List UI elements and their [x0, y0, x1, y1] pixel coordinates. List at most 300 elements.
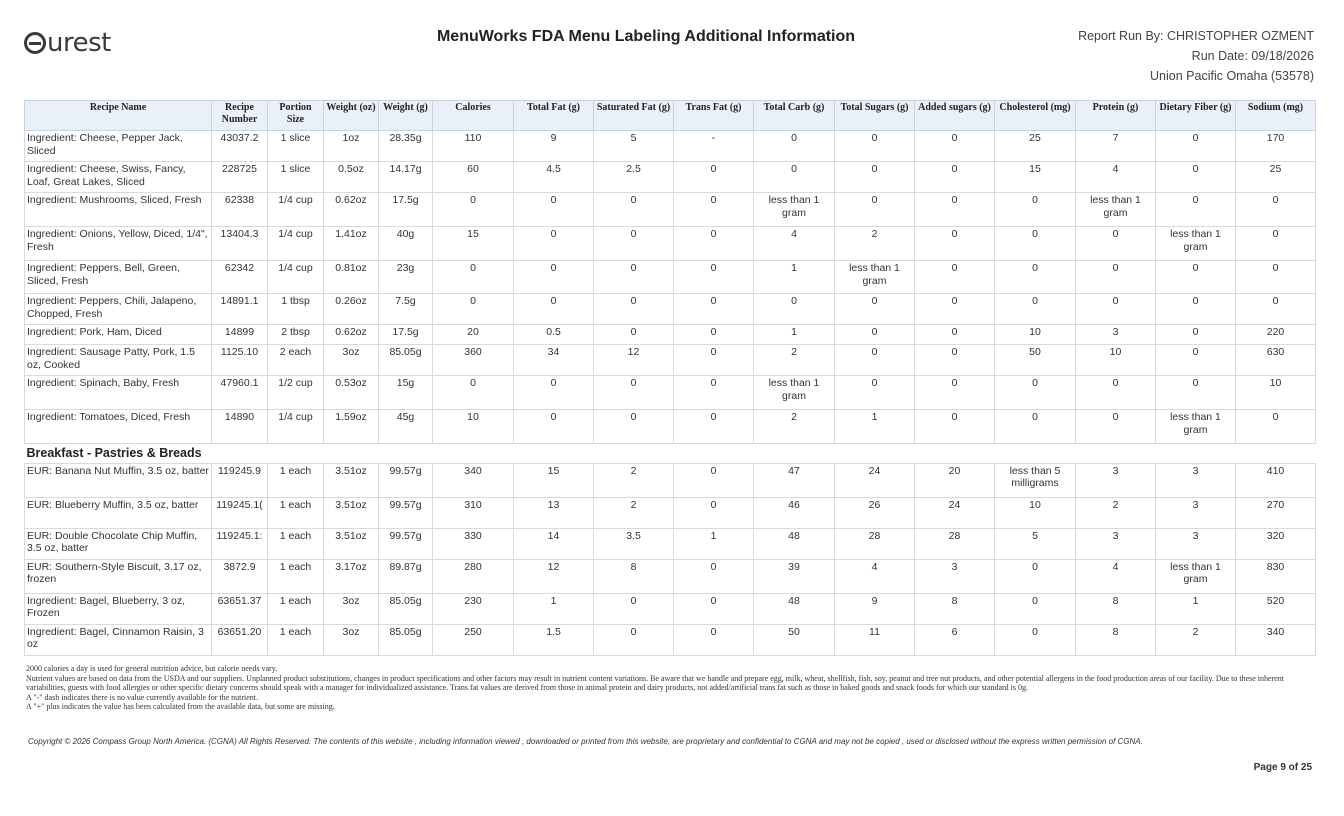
table-row	[25, 325, 1316, 345]
table-cell: 0	[514, 376, 594, 410]
table-cell: less than 1 gram	[1156, 227, 1236, 261]
table-cell: 110	[433, 131, 514, 162]
column-header: Added sugars (g)	[915, 101, 995, 131]
table-cell: 2 tbsp	[268, 325, 324, 345]
run-date: Run Date: 09/18/2026	[1191, 49, 1314, 63]
table-cell: 1.41oz	[324, 227, 379, 261]
table-cell: 228725	[212, 162, 268, 193]
table-cell: 60	[433, 162, 514, 193]
table-cell: 24	[915, 497, 995, 528]
table-cell: 280	[433, 559, 514, 593]
table-row	[25, 593, 1316, 624]
table-cell: 0	[1156, 294, 1236, 325]
table-row	[25, 261, 1316, 294]
table-cell: 23g	[379, 261, 433, 294]
table-cell: 0.26oz	[324, 294, 379, 325]
table-cell: 0	[754, 162, 835, 193]
table-cell: 50	[754, 624, 835, 655]
table-cell: 1 each	[268, 624, 324, 655]
table-cell: 0	[594, 410, 674, 444]
table-cell: 99.57g	[379, 528, 433, 559]
table-cell: 15	[433, 227, 514, 261]
table-cell: 8	[915, 593, 995, 624]
eurest-logo: urest	[24, 28, 111, 58]
table-cell: 28	[915, 528, 995, 559]
table-cell: 1/4 cup	[268, 261, 324, 294]
table-cell: 4	[1076, 162, 1156, 193]
recipe-name-cell: Ingredient: Cheese, Pepper Jack, Sliced	[25, 131, 212, 162]
table-cell: 0	[674, 162, 754, 193]
section-row	[25, 444, 1316, 464]
table-cell: 0	[835, 162, 915, 193]
recipe-name-cell: EUR: Southern-Style Biscuit, 3.17 oz, frozen	[25, 559, 212, 593]
column-header: Saturated Fat (g)	[594, 101, 674, 131]
table-cell: 0	[674, 497, 754, 528]
table-cell: 15g	[379, 376, 433, 410]
column-header: Protein (g)	[1076, 101, 1156, 131]
table-cell: 1 each	[268, 497, 324, 528]
table-cell: 3oz	[324, 345, 379, 376]
table-cell: 1	[1156, 593, 1236, 624]
table-cell: 0	[674, 294, 754, 325]
table-cell: 0	[754, 131, 835, 162]
recipe-name-cell: Ingredient: Onions, Yellow, Diced, 1/4", Fresh	[25, 227, 212, 261]
table-cell: 2.5	[594, 162, 674, 193]
table-cell: 1	[754, 325, 835, 345]
recipe-name-cell: EUR: Blueberry Muffin, 3.5 oz, batter	[25, 497, 212, 528]
table-cell: 410	[1236, 463, 1316, 497]
table-cell: 9	[835, 593, 915, 624]
table-cell: 0	[995, 624, 1076, 655]
table-cell: 0	[674, 261, 754, 294]
table-cell: 1	[754, 261, 835, 294]
table-cell: 1	[674, 528, 754, 559]
table-cell: 0.62oz	[324, 193, 379, 227]
table-row	[25, 227, 1316, 261]
table-cell: 0	[433, 193, 514, 227]
footnotes	[26, 664, 1306, 712]
table-cell: 28	[835, 528, 915, 559]
table-row	[25, 624, 1316, 655]
column-header: Total Carb (g)	[754, 101, 835, 131]
table-cell: 0	[433, 376, 514, 410]
table-cell: 0	[1076, 227, 1156, 261]
table-cell: 1 slice	[268, 131, 324, 162]
table-cell: 63651.37	[212, 593, 268, 624]
table-cell: 0	[674, 193, 754, 227]
table-cell: 85.05g	[379, 345, 433, 376]
recipe-name-cell: Ingredient: Bagel, Blueberry, 3 oz, Frozen	[25, 593, 212, 624]
table-row	[25, 345, 1316, 376]
column-header: Recipe Name	[25, 101, 212, 131]
table-cell: 14.17g	[379, 162, 433, 193]
table-cell: 48	[754, 528, 835, 559]
table-cell: 20	[915, 463, 995, 497]
table-cell: 0	[433, 294, 514, 325]
table-cell: 12	[514, 559, 594, 593]
recipe-name-cell: Ingredient: Cheese, Swiss, Fancy, Loaf, Great Lakes, Sliced	[25, 162, 212, 193]
table-cell: 0	[835, 131, 915, 162]
table-cell: 8	[1076, 624, 1156, 655]
table-cell: 40g	[379, 227, 433, 261]
recipe-name-cell: EUR: Double Chocolate Chip Muffin, 3.5 oz, batter	[25, 528, 212, 559]
column-header: Portion Size	[268, 101, 324, 131]
table-cell: 0	[915, 294, 995, 325]
table-cell: 0	[915, 410, 995, 444]
location: Union Pacific Omaha (53578)	[1150, 69, 1314, 83]
table-cell: 13	[514, 497, 594, 528]
table-cell: 34	[514, 345, 594, 376]
table-cell: 320	[1236, 528, 1316, 559]
table-cell: 0	[1156, 261, 1236, 294]
table-cell: 11	[835, 624, 915, 655]
table-cell: 0	[433, 261, 514, 294]
table-cell: 7.5g	[379, 294, 433, 325]
table-cell: 0.5oz	[324, 162, 379, 193]
table-cell: 0	[835, 345, 915, 376]
column-header: Dietary Fiber (g)	[1156, 101, 1236, 131]
table-cell: 3oz	[324, 593, 379, 624]
table-cell: 0	[514, 261, 594, 294]
table-cell: 1/4 cup	[268, 227, 324, 261]
table-cell: 0	[674, 325, 754, 345]
table-row	[25, 131, 1316, 162]
table-cell: 0	[995, 593, 1076, 624]
table-cell: 10	[433, 410, 514, 444]
table-cell: less than 1 gram	[1156, 410, 1236, 444]
table-cell: 7	[1076, 131, 1156, 162]
table-cell: 3872.9	[212, 559, 268, 593]
column-header: Calories	[433, 101, 514, 131]
table-cell: 0	[835, 193, 915, 227]
column-header: Sodium (mg)	[1236, 101, 1316, 131]
table-cell: 50	[995, 345, 1076, 376]
table-cell: 48	[754, 593, 835, 624]
table-cell: 1125.10	[212, 345, 268, 376]
table-cell: 0	[995, 261, 1076, 294]
table-cell: 0	[1236, 294, 1316, 325]
table-cell: 28.35g	[379, 131, 433, 162]
table-cell: 0	[594, 227, 674, 261]
table-cell: 2	[1076, 497, 1156, 528]
copyright: Copyright © 2026 Compass Group North America. (CGNA) All Rights Reserved. The contents of this website , including information viewed , downloaded or printed from this website, are proprietary and confidential to CGNA and may not be copied , used or disclosed without the express written permission of CGNA.	[28, 737, 1143, 746]
table-cell: 3.51oz	[324, 463, 379, 497]
table-cell: 8	[594, 559, 674, 593]
table-cell: 0	[915, 227, 995, 261]
table-row	[25, 528, 1316, 559]
table-cell: 99.57g	[379, 463, 433, 497]
recipe-name-cell: Ingredient: Mushrooms, Sliced, Fresh	[25, 193, 212, 227]
table-cell: 14899	[212, 325, 268, 345]
recipe-name-cell: Ingredient: Pork, Ham, Diced	[25, 325, 212, 345]
table-cell: 0	[915, 376, 995, 410]
table-cell: 5	[594, 131, 674, 162]
table-cell: 0	[594, 294, 674, 325]
column-header: Weight (g)	[379, 101, 433, 131]
table-cell: 0.5	[514, 325, 594, 345]
table-cell: 340	[433, 463, 514, 497]
table-cell: 330	[433, 528, 514, 559]
table-cell: 2	[594, 497, 674, 528]
table-cell: 14891.1	[212, 294, 268, 325]
recipe-name-cell: Ingredient: Bagel, Cinnamon Raisin, 3 oz	[25, 624, 212, 655]
table-row	[25, 294, 1316, 325]
table-cell: 3	[1156, 463, 1236, 497]
report-run-by: Report Run By: CHRISTOPHER OZMENT	[1078, 29, 1314, 43]
recipe-name-cell: Ingredient: Peppers, Chili, Jalapeno, Chopped, Fresh	[25, 294, 212, 325]
table-row	[25, 376, 1316, 410]
table-cell: 0	[514, 410, 594, 444]
report-title: MenuWorks FDA Menu Labeling Additional Information	[436, 28, 856, 45]
table-cell: 89.87g	[379, 559, 433, 593]
table-cell: 1 each	[268, 463, 324, 497]
column-header: Cholesterol (mg)	[995, 101, 1076, 131]
table-row	[25, 559, 1316, 593]
table-cell: 25	[1236, 162, 1316, 193]
table-cell: 20	[433, 325, 514, 345]
column-header: Total Sugars (g)	[835, 101, 915, 131]
table-cell: 0	[674, 227, 754, 261]
table-cell: 14890	[212, 410, 268, 444]
table-cell: 3.5	[594, 528, 674, 559]
table-cell: 0	[915, 131, 995, 162]
table-cell: less than 5 milligrams	[995, 463, 1076, 497]
table-cell: 270	[1236, 497, 1316, 528]
nutrition-table	[24, 100, 1316, 656]
table-cell: 1 each	[268, 593, 324, 624]
table-cell: 10	[1236, 376, 1316, 410]
table-cell: 1 each	[268, 528, 324, 559]
table-cell: 2	[835, 227, 915, 261]
table-cell: 0.81oz	[324, 261, 379, 294]
table-cell: 10	[995, 325, 1076, 345]
table-cell: -	[674, 131, 754, 162]
table-cell: 0	[1156, 131, 1236, 162]
table-cell: 15	[514, 463, 594, 497]
table-cell: 0	[835, 376, 915, 410]
table-cell: 43037.2	[212, 131, 268, 162]
table-cell: 3	[1156, 528, 1236, 559]
table-cell: 0	[674, 463, 754, 497]
recipe-name-cell: Ingredient: Spinach, Baby, Fresh	[25, 376, 212, 410]
recipe-name-cell: Ingredient: Sausage Patty, Pork, 1.5 oz, Cooked	[25, 345, 212, 376]
table-cell: 0	[674, 410, 754, 444]
table-cell: 17.5g	[379, 325, 433, 345]
table-cell: 85.05g	[379, 624, 433, 655]
table-cell: 47	[754, 463, 835, 497]
table-cell: 12	[594, 345, 674, 376]
column-header: Total Fat (g)	[514, 101, 594, 131]
table-cell: 3	[915, 559, 995, 593]
table-cell: 17.5g	[379, 193, 433, 227]
table-cell: 1oz	[324, 131, 379, 162]
table-cell: 3	[1076, 528, 1156, 559]
table-cell: 26	[835, 497, 915, 528]
table-cell: 63651.20	[212, 624, 268, 655]
footnote: A "-" dash indicates there is no value currently available for the nutrient.	[26, 692, 259, 702]
table-cell: 62342	[212, 261, 268, 294]
table-cell: 2	[754, 345, 835, 376]
table-cell: 1.5	[514, 624, 594, 655]
table-cell: 1	[835, 410, 915, 444]
table-cell: 0	[514, 294, 594, 325]
table-cell: 1/4 cup	[268, 410, 324, 444]
table-cell: 0	[674, 376, 754, 410]
recipe-name-cell: EUR: Banana Nut Muffin, 3.5 oz, batter	[25, 463, 212, 497]
table-cell: 0	[915, 193, 995, 227]
table-cell: 14	[514, 528, 594, 559]
table-cell: 0	[995, 559, 1076, 593]
table-cell: 0	[995, 294, 1076, 325]
table-cell: 2 each	[268, 345, 324, 376]
table-cell: 10	[1076, 345, 1156, 376]
table-cell: 0.62oz	[324, 325, 379, 345]
table-cell: 360	[433, 345, 514, 376]
run-info	[1078, 26, 1314, 86]
table-cell: 230	[433, 593, 514, 624]
table-cell: 0	[754, 294, 835, 325]
table-cell: 3.51oz	[324, 528, 379, 559]
table-cell: 310	[433, 497, 514, 528]
table-cell: 10	[995, 497, 1076, 528]
table-cell: 0	[594, 376, 674, 410]
table-cell: 0	[995, 410, 1076, 444]
table-cell: 119245.1:	[212, 528, 268, 559]
table-cell: 4	[754, 227, 835, 261]
table-cell: 0	[1156, 345, 1236, 376]
table-cell: 119245.9	[212, 463, 268, 497]
table-cell: less than 1 gram	[1156, 559, 1236, 593]
table-cell: 1/2 cup	[268, 376, 324, 410]
table-cell: 8	[1076, 593, 1156, 624]
table-cell: 45g	[379, 410, 433, 444]
table-cell: 0	[514, 193, 594, 227]
table-row	[25, 193, 1316, 227]
table-cell: 0	[1236, 410, 1316, 444]
table-cell: 9	[514, 131, 594, 162]
table-cell: 3	[1156, 497, 1236, 528]
table-cell: 1 each	[268, 559, 324, 593]
table-cell: 0	[674, 593, 754, 624]
table-cell: 4	[1076, 559, 1156, 593]
table-cell: 0	[915, 162, 995, 193]
section-title: Breakfast - Pastries & Breads	[25, 444, 1316, 464]
table-cell: 0	[1156, 325, 1236, 345]
table-cell: 0	[1156, 193, 1236, 227]
table-cell: 2	[754, 410, 835, 444]
table-cell: 630	[1236, 345, 1316, 376]
table-cell: 0	[1236, 227, 1316, 261]
table-cell: 0	[1076, 261, 1156, 294]
table-cell: 4.5	[514, 162, 594, 193]
table-cell: 0	[995, 376, 1076, 410]
table-row	[25, 463, 1316, 497]
table-cell: 6	[915, 624, 995, 655]
table-cell: 3oz	[324, 624, 379, 655]
table-cell: 0	[594, 261, 674, 294]
table-cell: 4	[835, 559, 915, 593]
table-row	[25, 497, 1316, 528]
table-cell: 1 slice	[268, 162, 324, 193]
table-cell: 24	[835, 463, 915, 497]
table-cell: 0	[1156, 162, 1236, 193]
table-cell: less than 1 gram	[1076, 193, 1156, 227]
table-cell: 0	[915, 261, 995, 294]
table-cell: 220	[1236, 325, 1316, 345]
table-cell: 1.59oz	[324, 410, 379, 444]
table-cell: 0	[1156, 376, 1236, 410]
table-cell: 520	[1236, 593, 1316, 624]
footnote: A "+" plus indicates the value has been calculated from the available data, but some are missing.	[26, 702, 335, 711]
table-cell: less than 1 gram	[835, 261, 915, 294]
table-cell: 250	[433, 624, 514, 655]
table-cell: 15	[995, 162, 1076, 193]
footnote: Nutrient values are based on data from the USDA and our suppliers. Unplanned product substitutions, changes in product specifications and other factors may result in nutrient content variations. Be aware that we handle and prepare egg, milk, wheat, shellfish, fish, soy, peanut and tree nut products, and other potential allergens in the food production areas of our facility. Due to these inherent variabilities, guests with food allergies or other specific dietary concerns should speak with a manager for individualized assistance. Trans fat values are derived from those in animal protein and dairy products, not added/artificial trans fat such as those in baked goods and snack foods for which our standard is 0g.	[26, 673, 1285, 692]
table-cell: 3.17oz	[324, 559, 379, 593]
table-cell: 39	[754, 559, 835, 593]
table-cell: 3	[1076, 463, 1156, 497]
table-cell: 0	[995, 227, 1076, 261]
table-cell: less than 1 gram	[754, 376, 835, 410]
table-cell: 85.05g	[379, 593, 433, 624]
table-cell: 0	[674, 559, 754, 593]
footnote: 2000 calories a day is used for general nutrition advice, but calorie needs vary.	[26, 664, 278, 673]
table-cell: less than 1 gram	[754, 193, 835, 227]
table-cell: 0	[835, 294, 915, 325]
table-cell: 340	[1236, 624, 1316, 655]
table-cell: 0	[1076, 294, 1156, 325]
table-cell: 0	[594, 193, 674, 227]
page-number: Page 9 of 25	[1253, 762, 1312, 773]
table-cell: 0	[835, 325, 915, 345]
table-cell: 0	[995, 193, 1076, 227]
table-cell: 0	[1236, 193, 1316, 227]
table-cell: 0	[1076, 376, 1156, 410]
table-cell: 830	[1236, 559, 1316, 593]
table-cell: 0	[1236, 261, 1316, 294]
table-cell: 0	[915, 345, 995, 376]
table-cell: 0	[674, 345, 754, 376]
table-cell: 0	[594, 593, 674, 624]
table-cell: 0	[674, 624, 754, 655]
table-cell: 0	[594, 325, 674, 345]
table-cell: 99.57g	[379, 497, 433, 528]
table-cell: 0	[594, 624, 674, 655]
column-header: Trans Fat (g)	[674, 101, 754, 131]
table-cell: 47960.1	[212, 376, 268, 410]
table-cell: 13404.3	[212, 227, 268, 261]
column-header: Recipe Number	[212, 101, 268, 131]
table-row	[25, 162, 1316, 193]
table-cell: 46	[754, 497, 835, 528]
table-cell: 25	[995, 131, 1076, 162]
table-cell: 0	[1076, 410, 1156, 444]
table-cell: 5	[995, 528, 1076, 559]
table-cell: 1	[514, 593, 594, 624]
recipe-name-cell: Ingredient: Peppers, Bell, Green, Sliced, Fresh	[25, 261, 212, 294]
table-cell: 3.51oz	[324, 497, 379, 528]
table-cell: 62338	[212, 193, 268, 227]
table-cell: 2	[1156, 624, 1236, 655]
column-header: Weight (oz)	[324, 101, 379, 131]
table-row	[25, 410, 1316, 444]
table-cell: 3	[1076, 325, 1156, 345]
table-header-row	[25, 101, 1316, 131]
table-cell: 119245.1(	[212, 497, 268, 528]
table-cell: 170	[1236, 131, 1316, 162]
recipe-name-cell: Ingredient: Tomatoes, Diced, Fresh	[25, 410, 212, 444]
table-cell: 1 tbsp	[268, 294, 324, 325]
